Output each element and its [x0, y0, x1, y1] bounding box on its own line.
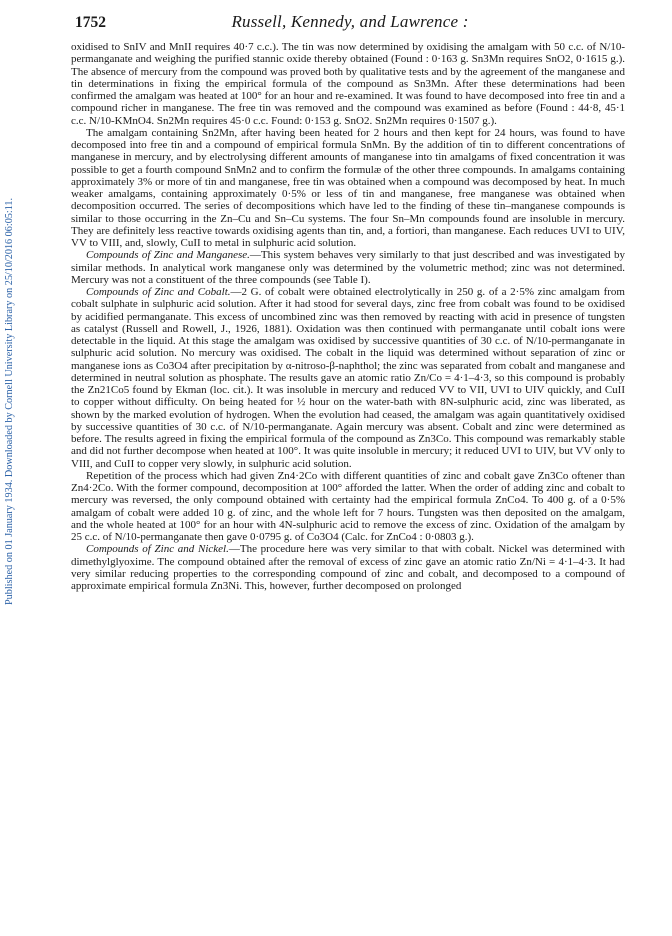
paragraph-zinc-manganese — [71, 249, 625, 286]
paragraph-text: —2 G. of cobalt were obtained electrolytically in 250 g. of a 2·5% zinc amalgam from cobalt sulphate in sulphuric acid solution. After it had stood for several days, zinc free from cobalt was found to be oxidised by acidified permanganate. This excess of uncombined zinc was then removed by reacting with acid in presence of tungsten as catalyst (Russell and Rowell, J., 1926, 1881). Oxidation was then continued with permanganate until cobalt ions were detectable in the liquid. At this stage the amalgam was oxidised by successive quantities of 30 c.c. of N/10-permanganate in sulphuric acid solution. No mercury was oxidised. The cobalt in the liquid was determined without separation of zinc or manganese ions as Co3O4 after precipitation by α-nitroso-β-naphthol; the zinc was separated from cobalt and manganese and determined in neutral solution as phosphate. The results gave an atomic ratio Zn/Co = 4·1–4·3, so this compound is probably the Zn21Co5 found by Ekman (loc. cit.). It was insoluble in mercury and reduced VV to VII, UVI to UIV quickly, and CuII to copper without difficulty. On being heated for ½ hour on the water-bath with 8N-sulphuric acid, zinc was liberated, as shown by the marked evolution of hydrogen. When the evolution had ceased, the amalgam was again quantitatively oxidised by successive quantities of 30 c.c. of N/10-permanganate. Again mercury was absent. Cobalt and zinc were determined as before. The results agreed in fixing the empirical formula of the compound as Zn3Co. This compound was remarkably stable and did not further decompose when heated at 100°. It was quite insoluble in mercury; it reduced UVI to UIV, but VV only to VIII, and CuII to copper very slowly, in sulphuric acid solution. — [71, 286, 625, 470]
article-body — [71, 41, 625, 592]
paragraph-zinc-cobalt — [71, 286, 625, 470]
paragraph-sn2mn-decomposition — [71, 127, 625, 250]
paragraph-text: oxidised to SnIV and MnII requires 40·7 c.c.). The tin was now determined by oxidising the amalgam with 50 c.c. of N/10-permanganate and weighing the purified stannic oxide thereby obtained (Found : 0·163 g. Sn3Mn requires SnO2, 0·1615 g.). The absence of mercury from the compound was proved both by qualitative tests and by the agreement of the manganese and tin determinations in fixing the empirical formula of the compound as Sn3Mn. After these determinations had been confirmed the amalgam was heated at 100° for an hour and re-examined. It was found to have decomposed into free tin and a compound richer in manganese. The free tin was removed and the compound was examined as before (Found : 44·8, 45·1 c.c. N/10-KMnO4. Sn2Mn requires 45·0 c.c. Found: 0·153 g. SnO2. Sn2Mn requires 0·1507 g.). — [71, 41, 625, 127]
section-heading: Compounds of Zinc and Cobalt. — [86, 286, 231, 298]
section-heading: Compounds of Zinc and Nickel. — [86, 543, 229, 556]
paragraph-tin-manganese-analysis — [71, 41, 625, 127]
paragraph-zinc-cobalt-repetition — [71, 470, 625, 544]
paragraph-text: —The procedure here was very similar to that with cobalt. Nickel was determined with dimethylglyoxime. The compound obtained after the removal of excess of zinc gave an atomic ratio Zn/Ni = 4·1–4·3. It had very similar reducing properties to the corresponding compound of zinc and cobalt, and decomposed to a compound of approximate empirical formula Zn3Ni. This, however, further decomposed on prolonged — [71, 543, 625, 592]
section-heading: Compounds of Zinc and Manganese. — [86, 249, 250, 262]
paragraph-text: Repetition of the process which had given Zn4·2Co with different quantities of zinc and cobalt gave Zn3Co oftener than Zn4·2Co. With the former compound, decomposition at 100° afforded the latter. When the order of adding zinc and cobalt to mercury was reversed, the only compound obtained with certainty had the empirical formula ZnCo4. To 400 g. of a 0·5% amalgam of cobalt were added 10 g. of zinc, and the whole left for 7 hours. Tungsten was then deposited on the amalgam, and the whole heated at 100° for an hour with 4N-sulphuric acid to remove the excess of zinc. Oxidation of the amalgam by 25 c.c. of N/10-permanganate then gave 0·0795 g. of Co3O4 (Calc. for ZnCo4 : 0·0803 g.). — [71, 469, 625, 543]
running-head: Russell, Kennedy, and Lawrence : — [231, 12, 469, 31]
paragraph-text: —This system behaves very similarly to that just described and was investigated by similar methods. In analytical work manganese only was determined by the volumetric method; zinc was not determined. Mercury was not a constituent of the three compounds (see Table I). — [71, 249, 625, 286]
page-number: 1752 — [75, 14, 106, 31]
paragraph-zinc-nickel — [71, 543, 625, 592]
publication-side-note: Published on 01 January 1934. Downloaded by Cornell University Library on 25/10/2016 06:05:11. — [4, 197, 15, 605]
paragraph-text: The amalgam containing Sn2Mn, after having been heated for 2 hours and then kept for 24 hours, was found to have decomposed into free tin and a compound of empirical formula SnMn. By the addition of tin to different concentrations of manganese in mercury, and by electrolysing different amounts of manganese into tin amalgams of fixed concentration it was possible to get a fourth compound SnMn2 and to confirm the formulæ of the other three compounds. In amalgams containing approximately 3% or more of tin and manganese, free tin was obtained when a compound was decomposed by heat. In much weaker amalgams, containing approximately 0·5% or less of tin and manganese, free manganese was obtained when decomposition occurred. The series of decompositions which have led to the finding of these tin–manganese compounds is similar to those occurring in the Zn–Cu and Sn–Cu systems. The four Sn–Mn compounds found are insoluble in mercury. They are definitely less reactive towards oxidising agents than tin, and, a fortiori, than manganese. Each reduces UVI to UIV, VV to VIII, and, slowly, CuII to metal in sulphuric acid solution. — [71, 126, 625, 249]
